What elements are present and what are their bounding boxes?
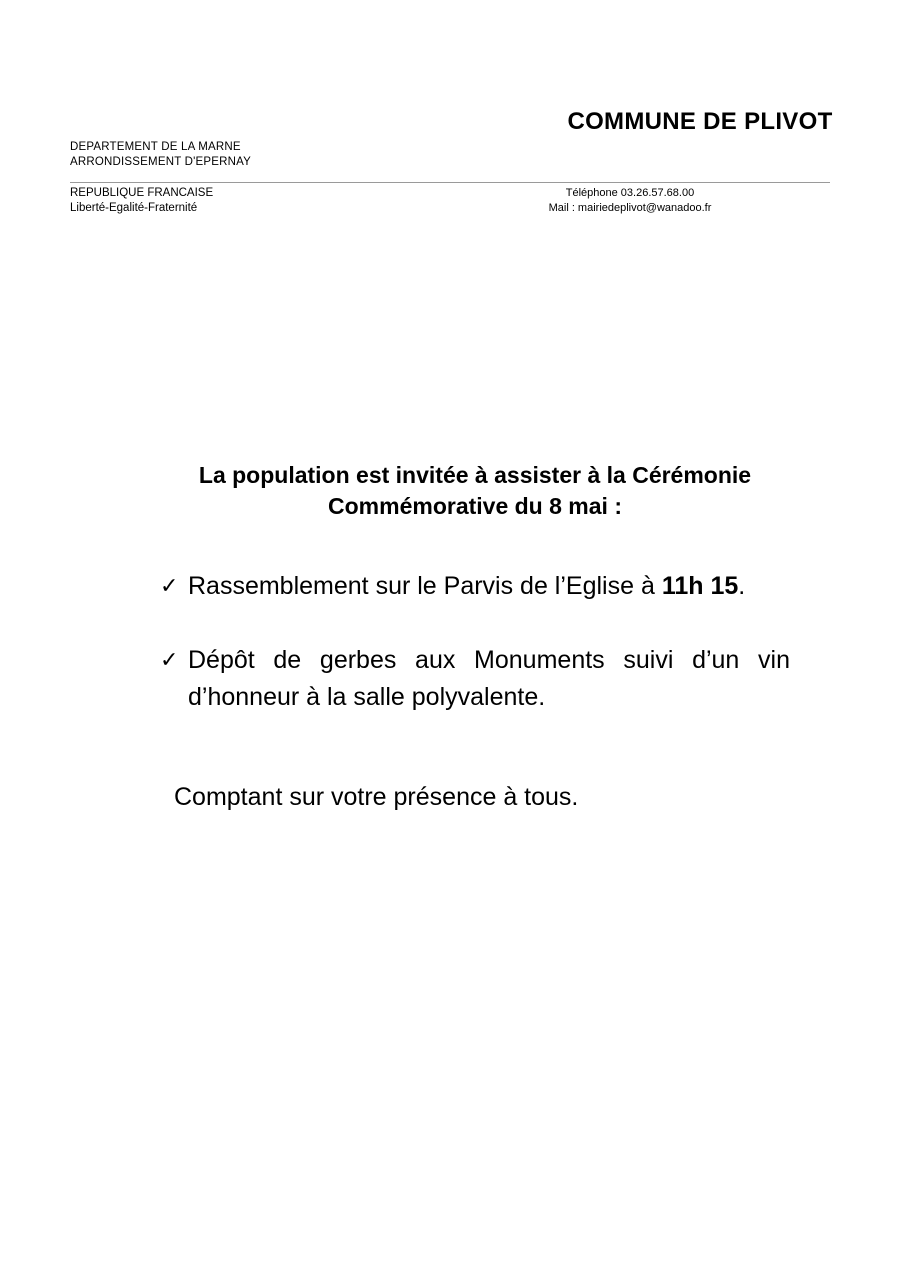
republic-block <box>70 186 213 216</box>
closing-line: Comptant sur votre présence à tous. <box>174 782 579 811</box>
list-item <box>160 642 790 715</box>
department-block <box>70 140 251 170</box>
list-item-text-end: . <box>738 572 746 601</box>
mail-line: Mail : mairiedeplivot@wanadoo.fr <box>548 202 712 214</box>
devise-line: Liberté-Egalité-Fraternité <box>70 202 198 214</box>
announcement-list <box>160 568 790 715</box>
check-icon: ✓ <box>160 573 179 599</box>
list-item-text: Rassemblement sur le Parvis de l’Eglise à <box>188 572 662 601</box>
list-item-text: Dépôt de gerbes aux Monuments suivi d’un vin d’honneur à la salle polyvalente. <box>188 646 790 711</box>
department-line: DEPARTEMENT DE LA MARNE <box>70 141 241 153</box>
announcement-body <box>160 460 790 840</box>
commune-title: COMMUNE DE PLIVOT <box>567 108 833 135</box>
check-icon: ✓ <box>160 647 179 673</box>
arrondissement-line: ARRONDISSEMENT D'EPERNAY <box>70 156 252 168</box>
header-divider <box>70 182 830 183</box>
list-item-emphasis: 11h 15 <box>661 572 739 601</box>
list-item <box>160 568 790 604</box>
announcement-headline: La population est invitée à assister à la Cérémonie Commémorative du 8 mai : <box>198 462 752 520</box>
contact-block <box>430 186 830 216</box>
republic-line: REPUBLIQUE FRANCAISE <box>70 187 214 199</box>
phone-line: Téléphone 03.26.57.68.00 <box>565 187 695 199</box>
